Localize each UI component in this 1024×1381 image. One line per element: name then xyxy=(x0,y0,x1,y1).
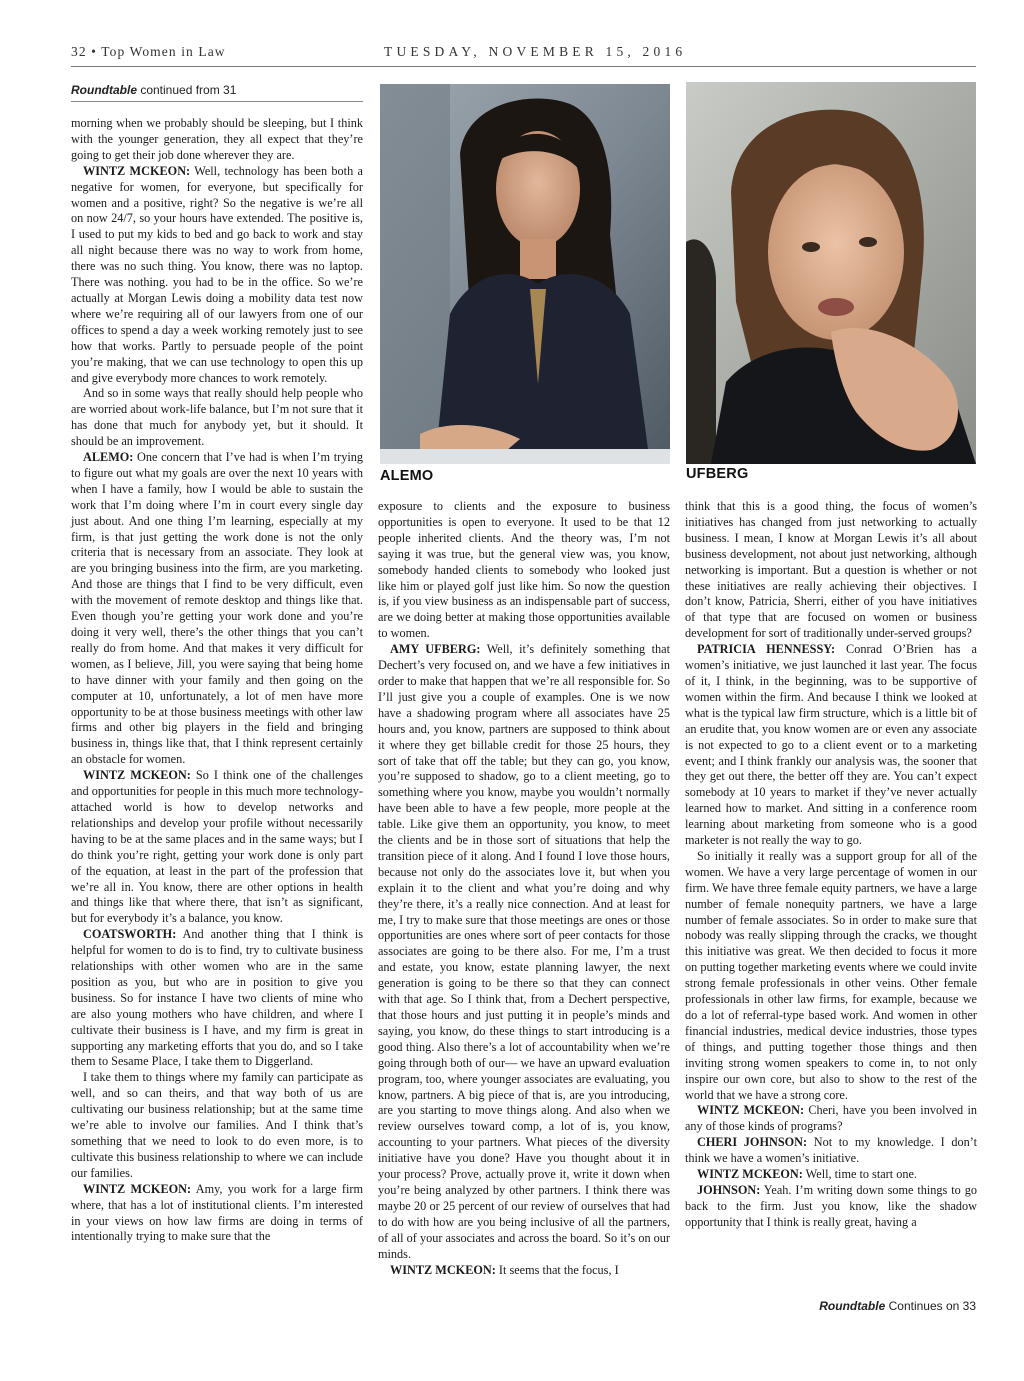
paragraph-text: So initially it really was a support group for all of the women. We have a very large percentage of women in our firm. We have three female equity partners, we have a large number of female nonequity partners, we have a large number of female associates. So in order to make sure that nobody was really slipping through the cracks, we thought this initiative was great. We then decided to focus it more on putting together marketing events where we could invite strong female professionals in other veins. Other female professionals in other law firms, for example, because we do a lot of referral-type based work. And women in other financial industries, medical device industries, those types of things, and putting together those things and then inviting strong women speakers to come in, to not only inspire our own core, but also to show to the rest of the world that we have a strong core. xyxy=(685,848,977,1102)
speaker-name: WINTZ MCKEON: xyxy=(83,768,191,783)
paragraph-text: Well, technology has been both a negative for women, for everyone, but specifically for women and a positive, right? So the negative is we’re all on now 24/7, so your hours have extended. The positive is, I used to put my kids to bed and go back to work and stay all night because there was no way to work from home, there was no such thing. You know, there was no laptop. There was nothing. you had to be in the office. So we’re actually at Morgan Lewis doing a mobility data test now where we’re requiring all of our lawyers from one of our offices to spend a day a week working remotely just to see how that works. Partly to persuade people of the point you’re making, that we can use technology to open this up and give everybody more chances to work remotely. xyxy=(71,163,363,385)
article-paragraph xyxy=(685,1103,977,1135)
continued-on-label: Roundtable xyxy=(819,1299,886,1313)
article-paragraph xyxy=(71,450,363,768)
article-paragraph xyxy=(71,386,363,450)
speaker-name: COATSWORTH: xyxy=(83,927,177,942)
paragraph-text: And another thing that I think is helpful for women to do is to find, try to cultivate business relationships with other women who are in the same position as you, but who are in position to give you business. So for instance I have two clients of mine who are also young mothers who have children, and where I cultivate their business is I have, and my firm is great in supporting any marketing efforts that you do, and so I take them to Sesame Place, I take them to Diggerland. xyxy=(71,927,363,1069)
speaker-name: WINTZ MCKEON: xyxy=(697,1167,803,1182)
speaker-name: JOHNSON: xyxy=(697,1182,761,1197)
article-paragraph xyxy=(71,116,363,164)
paragraph-text: Well, time to start one. xyxy=(802,1167,917,1182)
continued-rule xyxy=(71,101,363,102)
continued-on-text: Continues on 33 xyxy=(885,1299,976,1313)
speaker-name: WINTZ MCKEON: xyxy=(697,1103,805,1118)
paragraph-text: Amy, you work for a large firm where, that has a lot of institutional clients. I’m interested in your views on how law firms are doing in terms of intentionally trying to make sure that the xyxy=(71,1181,363,1244)
paragraph-text: Well, it’s definitely something that Dechert’s very focused on, and we have a few initiatives in order to make that happen that we’re all responsible for. So I’ll just give you a couple of examples. One is we now have a shadowing program where all associates have 25 hours and, you know, partners are supposed to think about it where they get billable credit for those 25 hours, they sort of take that off the table; but they can go, you know, you’re supposed to shadow, go to a client meeting, go to something where you know, maybe you wouldn’t normally have been able to have a few people, more people at the table. Like give them an opportunity, you know, to meet the clients and be in those sort of situations that help the transition piece of it along. And I found I love those hours, because not only do the associates love it, but when you explain it to the client and what you’re doing and why they’re there, it’s a really nice connection. And at least for me, I try to make sure that those meetings are ones or those opportunities are ones where sort of peer contacts for those associates are going to be there also. For me, I’m a trust and estate, you know, estate planning lawyer, the next generation is going to be there so that they can connect with that age. So I think that, from a Dechert perspective, that those hours and just putting it in people’s minds and saying, you know, do these things to start introducing is a good thing. Also there’s a lot of accountability when we’re going through both of our— we have an upward evaluation program, too, where younger associates are evaluating, you know, partners. A big piece of that is, are you introducing, are you starting to move things along. And also when we review ourselves toward comp, a lot of is, you know, accounting to your partners. What pieces of the diversity initiative have you done? Have you thought about it in your process? Prove, actually prove it, write it down when you’re being analyzed by other partners. I think there was maybe 20 or 25 percent of our review of ourselves that had to do with how are you being inclusive of all the partners, of all of your associates and across the board. So it’s on our minds. xyxy=(378,642,670,1261)
paragraph-text: Cheri, have you been involved in any of those kinds of programs? xyxy=(685,1103,977,1134)
article-paragraph xyxy=(378,1263,670,1279)
paragraph-text: So I think one of the challenges and opportunities for people in this much more technology-attached world is how to develop networks and relationships and develop your profile without necessarily having to be at the same places and in the same ways; but I do think you’re right, getting your work done is only part of the equation, at least in the part of the profession that we’re all in. You know, there are other options in health and things like that where there, that isn’t as significant, but for everybody it’s a balance, you know. xyxy=(71,768,363,926)
ufberg-caption: UFBERG xyxy=(686,466,749,482)
paragraph-text: One concern that I’ve had is when I’m trying to figure out what my goals are over the next 10 years with when I have a family, how I would be able to sustain the work that I’m doing where I’m in court every single day just about. And one thing I’m learning, especially at my firm, is that just getting the work done is not the only criteria that is necessary from an associate. They look at are you bringing business into the firm, are you marketing. And those are things that I find to be very difficult, even with the movement of remote desktop and things like that. Even though you’re getting your work done and you’re doing it very well, there’s the other things that you can’t really do from home. And that makes it very difficult for women, as I believe, Jill, you were saying that being home to have dinner with your family and then going on the computer at 10, unfortunately, a lot of men have more opportunity to be at those business meetings with other law firms and other big players in the field and bringing business in, things like that, that I think represent certainly an obstacle for women. xyxy=(71,450,363,767)
page-folio: 32 • Top Women in Law xyxy=(71,44,226,59)
speaker-name: WINTZ MCKEON: xyxy=(390,1262,496,1277)
article-paragraph xyxy=(685,499,977,642)
paragraph-text: exposure to clients and the exposure to business opportunities is open to everyone. It used to be that 12 people inherited clients. And the theory was, I’m not saying it was true, but the general view was, you know, somebody handed clients to somebody who looked just like him or played golf just like him. So now the question is, if you view business as an indispensable part of success, are we doing better at making those opportunities available to women. xyxy=(378,499,670,641)
article-paragraph xyxy=(71,1182,363,1246)
continued-from-line xyxy=(71,83,236,97)
speaker-name: WINTZ MCKEON: xyxy=(83,1181,192,1196)
continued-on-line xyxy=(819,1299,976,1313)
article-paragraph xyxy=(378,642,670,1262)
paragraph-text: It seems that the focus, I xyxy=(495,1262,619,1277)
continued-from-text: continued from 31 xyxy=(137,83,237,97)
header-rule xyxy=(71,66,976,67)
article-column-2 xyxy=(378,499,670,1278)
paragraph-text: Not to my knowledge. I don’t think we have a women’s initiative. xyxy=(685,1135,977,1166)
paragraph-text: And so in some ways that really should help people who are worried about work-life balance, but I’m not sure that it has done that much for anybody yet, but it should. It should be an improvement. xyxy=(71,386,363,449)
issue-date: TUESDAY, NOVEMBER 15, 2016 xyxy=(384,44,687,59)
paragraph-text: think that this is a good thing, the focus of women’s initiatives has changed from just networking to actually business. I mean, I know at Morgan Lewis it’s all about business development, not about just networking, although networking is important. But a question is whether or not these initiatives are really achieving their objectives. I don’t know, Patricia, Sherri, either of you have initiatives of that type that are focused on women or business development for sort of traditionally under-served groups? xyxy=(685,499,977,641)
article-column-3 xyxy=(685,499,977,1231)
speaker-name: ALEMO: xyxy=(83,450,134,465)
speaker-name: WINTZ MCKEON: xyxy=(83,163,191,178)
alemo-caption: ALEMO xyxy=(380,468,434,484)
article-paragraph xyxy=(71,768,363,927)
paragraph-text: I take them to things where my family can participate as well, and so can theirs, and that way both of us are cultivating our business relationship; but at the same time we’re able to involve our families. And I think that’s something that we need to look to do even more, is to cultivate this business relationship to where we can include our families. xyxy=(71,1070,363,1180)
paragraph-text: Yeah. I’m writing down some things to go back to the firm. Just you know, like the shadow opportunity that I think is really great, having a xyxy=(685,1182,977,1229)
article-paragraph xyxy=(685,642,977,849)
paragraph-text: morning when we probably should be sleeping, but I think with the younger generation, they all expect that they’re going to get their job done wherever they are. xyxy=(71,116,363,162)
article-paragraph xyxy=(685,1135,977,1167)
article-paragraph xyxy=(685,849,977,1104)
article-paragraph xyxy=(685,1167,977,1183)
article-paragraph xyxy=(378,499,670,642)
article-column-1 xyxy=(71,116,363,1245)
article-paragraph xyxy=(71,164,363,387)
paragraph-text: Conrad O’Brien has a women’s initiative, we just launched it last year. The focus of it, I think, in the beginning, was to be supportive of women within the firm. And because I think we looked at what is the typical law firm structure, which is a little bit of an erudite that, you know women are or even any associate is not expected to go to a client event or to a marketing event; and I think frankly our analysis was, the sooner that they get out there, the better off they are. You can’t expect somebody at 10 years to market if they’ve never actually learned how to market. And sitting in a conference room learning about marketing from someone who is a good marketer is not really the way to go. xyxy=(685,642,977,848)
ufberg-photo xyxy=(686,82,976,464)
page-header xyxy=(71,44,976,66)
article-paragraph xyxy=(71,927,363,1070)
article-paragraph xyxy=(685,1183,977,1231)
article-paragraph xyxy=(71,1070,363,1181)
continued-from-label: Roundtable xyxy=(71,83,137,97)
speaker-name: AMY UFBERG: xyxy=(390,642,481,657)
alemo-photo xyxy=(380,84,670,464)
speaker-name: CHERI JOHNSON: xyxy=(697,1135,808,1150)
speaker-name: PATRICIA HENNESSY: xyxy=(697,642,836,657)
